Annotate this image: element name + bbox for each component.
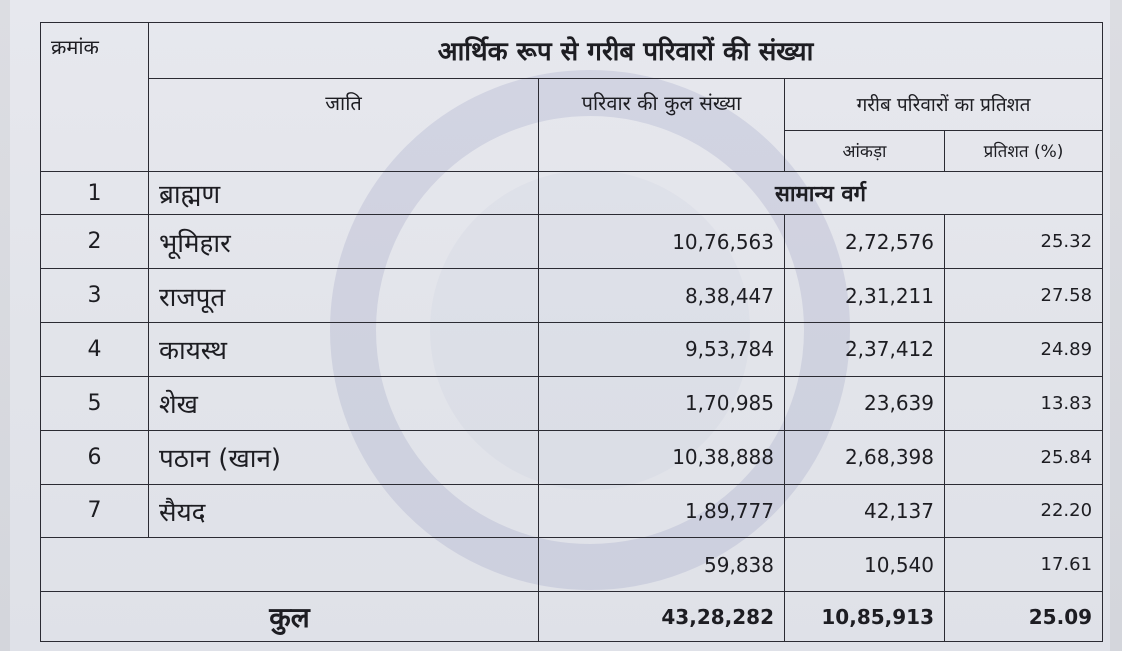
total-percent: 25.09 [945, 592, 1103, 642]
table-row [41, 322, 1103, 376]
table-row [41, 538, 1103, 592]
row-total: 10,76,563 [539, 215, 785, 269]
row-percent: 22.20 [945, 484, 1103, 538]
row-spacer [41, 538, 539, 592]
row-caste: सैयद [149, 484, 539, 538]
table-row [41, 484, 1103, 538]
row-percent: 17.61 [945, 538, 1103, 592]
table-row [41, 430, 1103, 484]
row-total: 9,53,784 [539, 322, 785, 376]
row-caste: पठान (खान) [149, 430, 539, 484]
row-poor: 42,137 [785, 484, 945, 538]
row-percent: 27.58 [945, 269, 1103, 323]
header-count: आंकड़ा [785, 130, 945, 171]
row-sno: 5 [41, 376, 149, 430]
header-caste: जाति [149, 78, 539, 171]
header-percent: प्रतिशत (%) [945, 130, 1103, 171]
table-row [41, 171, 1103, 214]
row-total: 59,838 [539, 538, 785, 592]
table-row [41, 269, 1103, 323]
header-serial: क्रमांक [41, 23, 149, 172]
total-label: कुल [41, 592, 539, 642]
row-poor: 2,68,398 [785, 430, 945, 484]
row-poor: 23,639 [785, 376, 945, 430]
total-row [41, 592, 1103, 642]
row-sno: 7 [41, 484, 149, 538]
header-total-families: परिवार की कुल संख्या [539, 78, 785, 171]
row-poor: 2,37,412 [785, 322, 945, 376]
row-total: 8,38,447 [539, 269, 785, 323]
row-total: 1,89,777 [539, 484, 785, 538]
total-families: 43,28,282 [539, 592, 785, 642]
row-percent: 25.84 [945, 430, 1103, 484]
row-sno: 3 [41, 269, 149, 323]
row-percent: 25.32 [945, 215, 1103, 269]
poor-families-table [40, 22, 1103, 642]
row-sno: 1 [41, 171, 149, 214]
table-title: आर्थिक रूप से गरीब परिवारों की संख्या [149, 23, 1103, 79]
row-caste: भूमिहार [149, 215, 539, 269]
row-sno: 6 [41, 430, 149, 484]
section-label: सामान्य वर्ग [539, 171, 1103, 214]
table-row [41, 215, 1103, 269]
row-caste: राजपूत [149, 269, 539, 323]
row-poor: 2,72,576 [785, 215, 945, 269]
row-caste: शेख [149, 376, 539, 430]
total-poor: 10,85,913 [785, 592, 945, 642]
row-total: 1,70,985 [539, 376, 785, 430]
row-caste: कायस्थ [149, 322, 539, 376]
row-total: 10,38,888 [539, 430, 785, 484]
row-percent: 13.83 [945, 376, 1103, 430]
header-poor-families-percentage: गरीब परिवारों का प्रतिशत [785, 78, 1103, 130]
row-poor: 2,31,211 [785, 269, 945, 323]
row-sno: 2 [41, 215, 149, 269]
row-percent: 24.89 [945, 322, 1103, 376]
row-poor: 10,540 [785, 538, 945, 592]
row-caste: ब्राह्मण [149, 171, 539, 214]
row-sno: 4 [41, 322, 149, 376]
table-row [41, 376, 1103, 430]
